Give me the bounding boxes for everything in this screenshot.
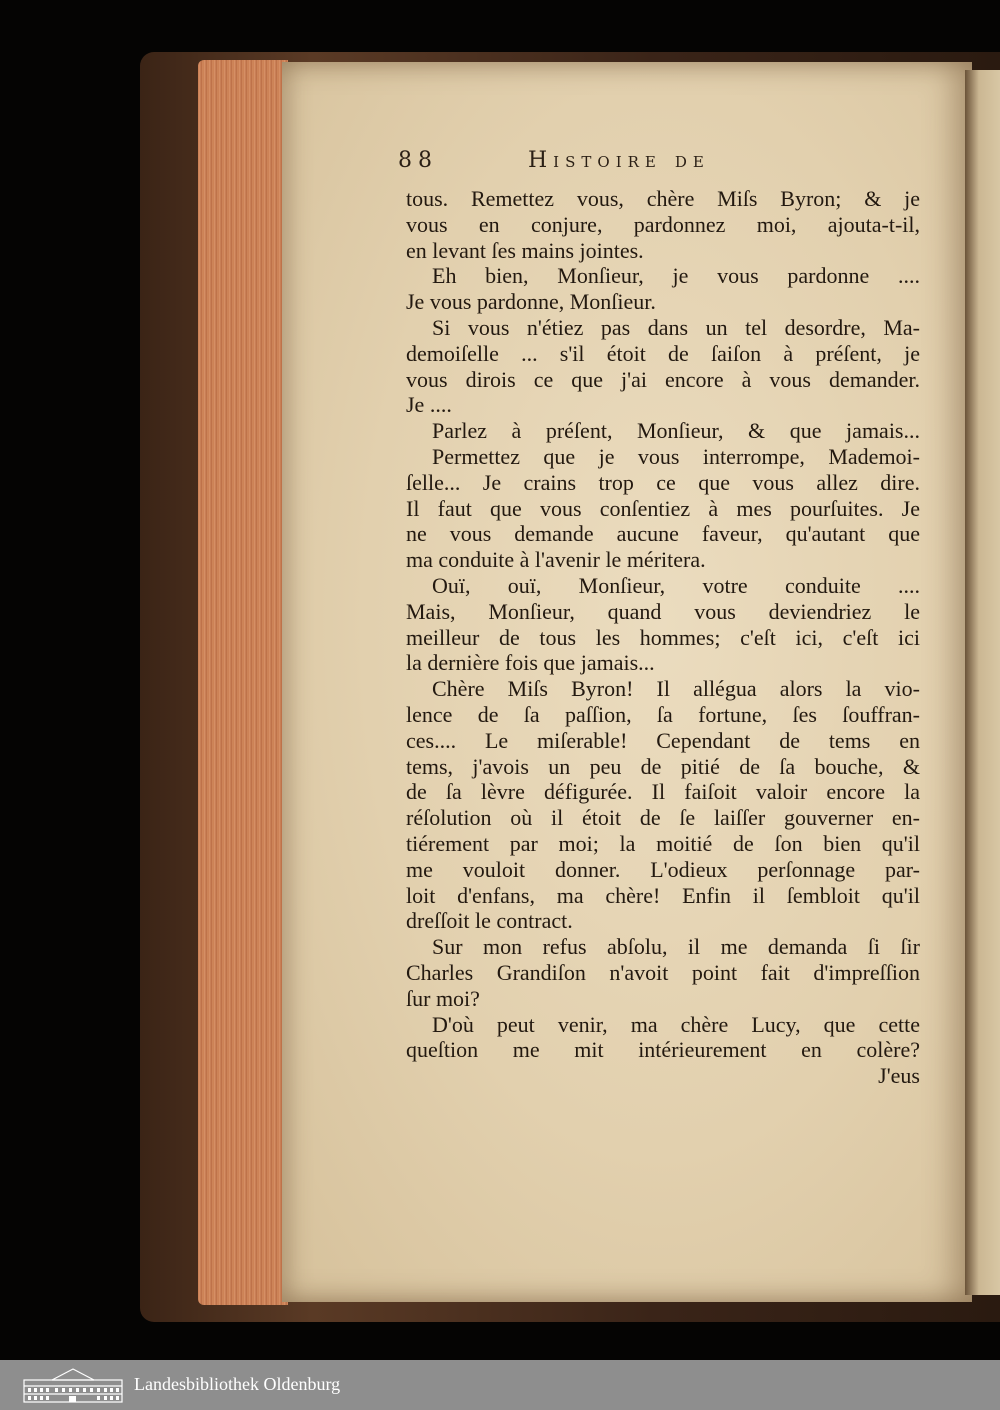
text-line: me vouloit donner. L'odieux perſonnage par- bbox=[406, 856, 920, 882]
library-name: Landesbibliothek Oldenburg bbox=[134, 1374, 341, 1394]
library-building-icon bbox=[22, 1366, 124, 1404]
text-line: Charles Grandiſon n'avoit point fait d'impreſſion bbox=[406, 959, 920, 985]
text-line: ne vous demande aucune faveur, qu'autant que bbox=[406, 521, 920, 547]
facing-page-edge bbox=[965, 70, 1000, 1295]
page-number: 88 bbox=[398, 148, 438, 173]
page-edges bbox=[198, 60, 288, 1305]
text-line: Je .... bbox=[406, 392, 452, 418]
text-line: Sur mon refus abſolu, il me demanda ſi ſir bbox=[432, 934, 920, 960]
text-line: J'eus bbox=[878, 1063, 920, 1089]
text-line: réſolution où il étoit de ſe laiſſer gouverner en- bbox=[406, 805, 920, 831]
footer-bar bbox=[0, 1360, 1000, 1410]
text-line: loit d'enfans, ma chère! Enfin il ſembloit qu'il bbox=[406, 882, 920, 908]
text-line: lence de ſa paſſion, ſa fortune, ſes ſouffran- bbox=[406, 701, 920, 727]
text-line: tiérement par moi; la moitié de ſon bien qu'il bbox=[406, 830, 920, 856]
text-line: Mais, Monſieur, quand vous deviendriez le bbox=[406, 598, 920, 624]
text-line: ma conduite à l'avenir le méritera. bbox=[406, 547, 706, 573]
text-line: ces.... Le miſerable! Cependant de tems en bbox=[406, 727, 920, 753]
text-line: Eh bien, Monſieur, je vous pardonne .... bbox=[432, 263, 920, 289]
text-line: en levant ſes mains jointes. bbox=[406, 237, 644, 263]
text-line: D'où peut venir, ma chère Lucy, que cette bbox=[432, 1011, 920, 1037]
text-line: ſur moi? bbox=[406, 985, 480, 1011]
text-line: Permettez que je vous interrompe, Mademoi- bbox=[432, 443, 920, 469]
text-line: Parlez à préſent, Monſieur, & que jamais... bbox=[432, 418, 920, 444]
text-line: queſtion me mit intérieurement en colère? bbox=[406, 1037, 920, 1063]
text-line: vous dirois ce que j'ai encore à vous demander. bbox=[406, 366, 920, 392]
text-line: tous. Remettez vous, chère Miſs Byron; & je bbox=[406, 186, 920, 211]
text-line: Si vous n'étiez pas dans un tel desordre, Ma- bbox=[432, 314, 920, 340]
text-line: Chère Miſs Byron! Il allégua alors la vio- bbox=[432, 676, 920, 702]
text-line: Je vous pardonne, Monſieur. bbox=[406, 289, 656, 315]
running-title: Histoire de bbox=[528, 148, 710, 173]
text-line: vous en conjure, pardonnez moi, ajouta-t-il, bbox=[406, 211, 920, 237]
text-line: la dernière fois que jamais... bbox=[406, 650, 655, 676]
text-line: de ſa lèvre défigurée. Il faiſoit valoir encore la bbox=[406, 779, 920, 805]
running-header bbox=[398, 148, 918, 184]
text-line: Il faut que vous conſentiez à mes pourſuites. Je bbox=[406, 495, 920, 521]
page-text bbox=[406, 186, 920, 1089]
text-line: ſelle... Je crains trop ce que vous allez dire. bbox=[406, 469, 920, 495]
text-line: meilleur de tous les hommes; c'eſt ici, c'eſt ici bbox=[406, 624, 920, 650]
text-line: demoiſelle ... s'il étoit de ſaiſon à préſent, je bbox=[406, 340, 920, 366]
text-line: dreſſoit le contract. bbox=[406, 908, 573, 934]
text-line: tems, j'avois un peu de pitié de ſa bouche, & bbox=[406, 753, 920, 779]
text-line: Ouï, ouï, Monſieur, votre conduite .... bbox=[432, 572, 920, 598]
